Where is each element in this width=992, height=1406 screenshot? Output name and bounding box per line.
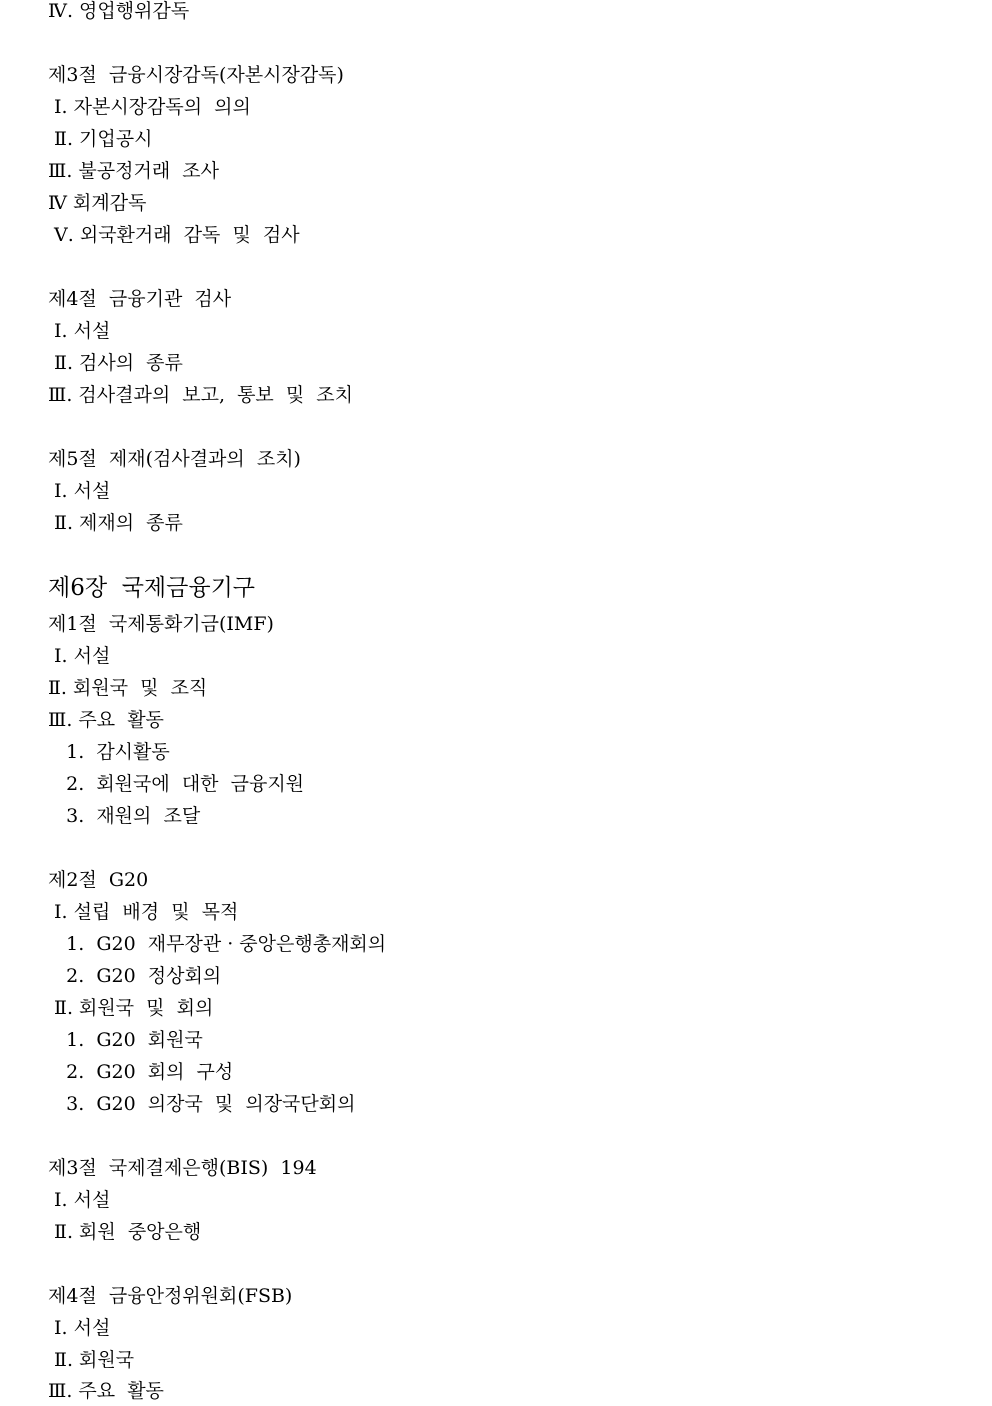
toc-item: Ⅰ. 서설 (48, 1317, 111, 1339)
toc-item: Ⅰ. 서설 (48, 645, 111, 667)
toc-item: Ⅳ 회계감독 (48, 192, 147, 214)
toc-subitem: 2. G20 정상회의 (48, 965, 222, 987)
toc-subitem: 1. G20 재무장관 · 중앙은행총재회의 (48, 933, 387, 955)
toc-subitem: 2. G20 회의 구성 (48, 1061, 234, 1083)
toc-item: Ⅲ. 불공정거래 조사 (48, 160, 219, 182)
toc-item: Ⅰ. 서설 (48, 480, 111, 502)
toc-item: Ⅱ. 기업공시 (48, 128, 153, 150)
toc-subitem: 1. 감시활동 (48, 741, 170, 763)
toc-item: Ⅰ. 서설 (48, 1189, 111, 1211)
toc-item: Ⅲ. 검사결과의 보고, 통보 및 조치 (48, 384, 354, 406)
toc-section-heading: 제2절 G20 (48, 869, 149, 891)
toc-subitem: 2. 회원국에 대한 금융지원 (48, 773, 305, 795)
toc-subitem: 3. G20 의장국 및 의장국단회의 (48, 1093, 356, 1115)
toc-item: Ⅰ. 서설 (48, 320, 111, 342)
toc-section-heading: 제5절 제재(검사결과의 조치) (48, 448, 301, 470)
toc-item: Ⅱ. 제재의 종류 (48, 512, 183, 534)
toc-item: Ⅰ. 설립 배경 및 목적 (48, 901, 239, 923)
toc-item: Ⅱ. 회원국 및 조직 (48, 677, 208, 699)
toc-item: Ⅱ. 회원 중앙은행 (48, 1221, 202, 1243)
toc-subitem: 3. 재원의 조달 (48, 805, 201, 827)
toc-section-heading: 제3절 국제결제은행(BIS) 194 (48, 1157, 317, 1179)
toc-section-heading: 제4절 금융기관 검사 (48, 288, 232, 310)
toc-item: Ⅱ. 검사의 종류 (48, 352, 183, 374)
toc-item: Ⅴ. 외국환거래 감독 및 검사 (48, 224, 300, 246)
toc-item: Ⅱ. 회원국 (48, 1349, 135, 1371)
toc-section-heading: 제1절 국제통화기금(IMF) (48, 613, 274, 635)
toc-section-heading: 제3절 금융시장감독(자본시장감독) (48, 64, 344, 86)
toc-subitem: 1. G20 회원국 (48, 1029, 203, 1051)
toc-section-heading: 제4절 금융안정위원회(FSB) (48, 1285, 293, 1307)
toc-chapter-heading: 제6장 국제금융기구 (48, 575, 255, 601)
toc-item: Ⅳ. 영업행위감독 (48, 0, 190, 22)
toc-item: Ⅲ. 주요 활동 (48, 1380, 164, 1402)
toc-item: Ⅰ. 자본시장감독의 의의 (48, 96, 251, 118)
toc-item: Ⅲ. 주요 활동 (48, 709, 164, 731)
toc-item: Ⅱ. 회원국 및 회의 (48, 997, 214, 1019)
